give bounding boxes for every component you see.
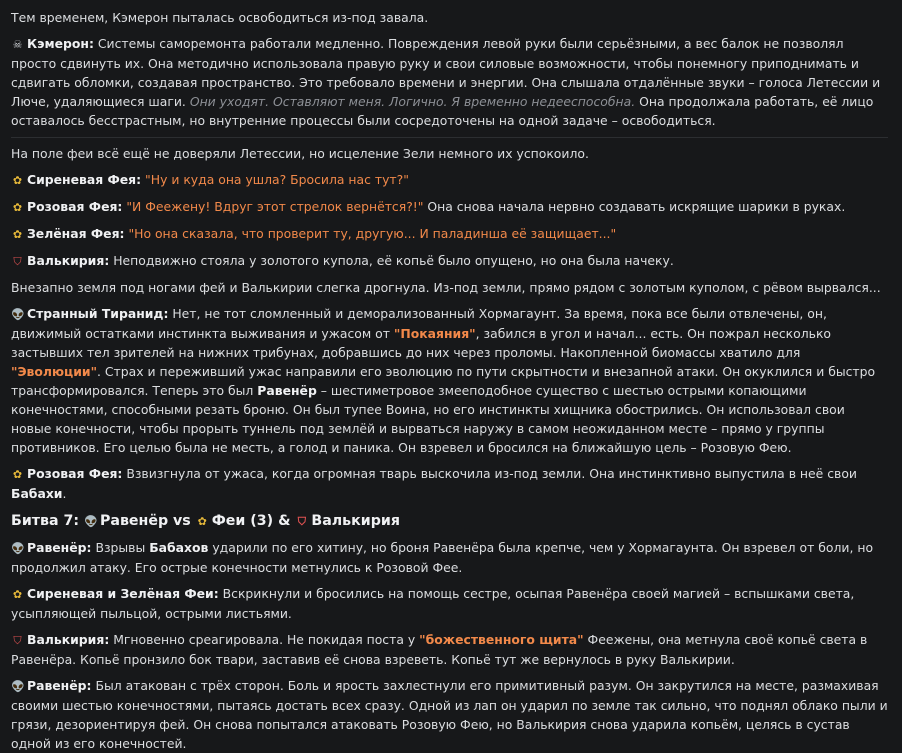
shield-icon: ⛉: [297, 515, 307, 528]
tyranid-text-1: Нет, не тот сломленный и деморализованный Хормагаунт. За время, пока все были отвлечены, он, движимый остатками инстинкта выживания и ужасом от: [11, 306, 827, 341]
cameron-text: Системы саморемонта работали медленно. Повреждения левой руки были серьёзными, а вес балок не позволял просто сдвинуть их. Она методично использовала правую руку и свои силовые возможности, чтобы понемногу приподнимать и сдвигать обломки, создавая пространство. Это требовало времени и энергии. Она слышала отдалённые звуки – голоса Летессии и Люче, удаляющиеся шаги.: [11, 36, 881, 109]
divine-shield-quote: "божественного щита": [419, 632, 584, 647]
valkyrie-text: Неподвижно стояла у золотого купола, её копьё было опущено, но она была начеку.: [113, 253, 674, 268]
ravener-text-1b: ударили по его хитину, но броня Равенёра была крепче, чем у Хормагаунта. Он взревел от боли, но продолжил атаку. Его острые конечности метнулись к Розовой Фее.: [11, 540, 874, 575]
tyranid-text-3: . Страх и переживший ужас направили его эволюцию по пути скрытности и внезапной атаки. Он окуклился и быстро трансформировался. Теперь это был: [11, 364, 876, 398]
pink-fairy-line-2: [11, 464, 888, 503]
battle-side-c: Валькирия: [311, 513, 400, 529]
battle-side-a: Равенёр vs: [99, 513, 191, 529]
alien-icon: 👽: [11, 542, 25, 555]
cameron-paragraph: [11, 34, 888, 130]
ravener-text-2: Был атакован с трёх сторон. Боль и ярость захлестнули его примитивный разум. Он закрутился на месте, размахивая своими шестью конечностями, пытаясь достать всех сразу. Одной из лап он ударил по земле так сильно, что поднял облако пыли и грязи, дезориентируя фей. Он снова попытался атаковать Розовую Фею, но Валькирия снова ударила копьём, целясь в сустав одной из его конечностей.: [11, 678, 888, 751]
pink-fairy-quote: "И Феежену! Вдруг этот стрелок вернётся?!": [126, 199, 424, 214]
battle-side-b: Феи (3) &: [211, 513, 291, 529]
fairy-icon: ✿: [12, 174, 23, 187]
babahi-bold: Бабахи: [11, 486, 63, 501]
robot-skull-icon: ☠: [12, 38, 23, 51]
ravener-line-1: [11, 538, 888, 577]
alien-icon: 👽: [11, 308, 25, 321]
lilac-green-line: [11, 584, 888, 623]
speaker-lilac-fairy: Сиреневая Фея:: [27, 172, 142, 187]
pink-fairy-text: Она снова начала нервно создавать искрящие шарики в руках.: [427, 199, 846, 214]
fairy-icon: ✿: [12, 588, 23, 601]
tyranid-paragraph: [11, 304, 888, 457]
cameron-text-2: Она продолжала работать, её лицо оставалось бесстрастным, но внутренние процессы были сосредоточены на одной задаче – освободиться.: [11, 94, 874, 128]
babahov-bold: Бабахов: [149, 540, 209, 555]
fairy-icon: ✿: [197, 515, 207, 528]
evolution-quote: "Эволюции": [11, 364, 98, 379]
speaker-ravener: Равенёр:: [27, 540, 92, 555]
speaker-valkyrie: Валькирия:: [27, 253, 110, 268]
ground-paragraph: Внезапно земля под ногами фей и Валькирии слегка дрогнула. Из-под земли, прямо рядом с золотым куполом, с рёвом вырвался...: [11, 280, 881, 295]
green-fairy-line: [11, 224, 888, 244]
fairy-icon: ✿: [12, 201, 23, 214]
field-paragraph: На поле феи всё ещё не доверяли Летессии, но исцеление Зели немного их успокоило.: [11, 146, 589, 161]
battle-prefix: Битва 7:: [11, 513, 80, 529]
speaker-ravener: Равенёр:: [27, 678, 92, 693]
fairy-icon: ✿: [12, 228, 23, 241]
lilac-fairy-quote: "Ну и куда она ушла? Бросила нас тут?": [145, 172, 409, 187]
valkyrie-line: [11, 251, 888, 271]
ravener-name: Равенёр: [257, 383, 317, 398]
tyranid-text-2: , забился в угол и начал... есть. Он пожрал несколько застывших тел зрителей на нижних трибунах, добравшись до них через проломы. Накопленной биомассы хватило для: [11, 326, 832, 360]
lilac-green-text: Вскрикнули и бросились на помощь сестре, осыпая Равенёра своей магией – вспышками света, усыпляющей пыльцой, острыми листьями.: [11, 586, 855, 621]
shield-icon: ⛉: [13, 255, 22, 268]
divider: [11, 137, 888, 138]
speaker-lilac-green: Сиреневая и Зелёная Феи:: [27, 586, 219, 601]
speaker-pink-fairy: Розовая Фея:: [27, 466, 123, 481]
speaker-tyranid: Странный Тиранид:: [27, 306, 169, 321]
repentance-quote: "Покаяния": [393, 326, 476, 341]
green-fairy-quote: "Но она сказала, что проверит ту, другую... И паладинша её защищает...": [128, 226, 617, 241]
alien-icon: 👽: [11, 680, 25, 693]
valkyrie-line-2: [11, 630, 888, 669]
pink-fairy-line: [11, 197, 888, 217]
speaker-cameron: Кэмерон:: [27, 36, 94, 51]
cameron-thought: Они уходят. Оставляют меня. Логично. Я временно недееспособна.: [189, 94, 636, 109]
shield-icon: ⛉: [13, 634, 22, 647]
valkyrie-text-2a: Мгновенно среагировала. Не покидая поста у: [113, 632, 416, 647]
speaker-pink-fairy: Розовая Фея:: [27, 199, 123, 214]
tyranid-text-4: – шестиметровое змееподобное существо с шестью острыми копающими конечностями, способными резать броню. Он был тупее Воина, но его инстинкты хищника обострились. Он использовал свои новые конечности, чтобы прорыть туннель под землёй и вырваться наружу в самом неожиданном месте – прямо у группы противников. Его целью была не месть, а голод и паника. Он взревел и бросился на ближайшую цель – Розовую Фею.: [11, 383, 845, 455]
intro-paragraph: Тем временем, Кэмерон пыталась освободиться из-под завала.: [11, 10, 429, 25]
fairy-icon: ✿: [12, 468, 23, 481]
valkyrie-text-2b: Феежены, она метнула своё копьё света в Равенёра. Копьё пронзило бок твари, заставив её снова взреветь. Копьё тут же вернулось в руку Валькирии.: [11, 632, 868, 667]
lilac-fairy-line: [11, 170, 888, 190]
pink-fairy-text-2: Взвизгнула от ужаса, когда огромная тварь выскочила из-под земли. Она инстинктивно выпустила в неё свои: [126, 466, 857, 481]
period: .: [62, 486, 67, 501]
alien-icon: 👽: [83, 515, 98, 528]
battle-heading: [11, 510, 888, 533]
ravener-line-2: [11, 676, 888, 753]
ravener-text-1a: Взрывы: [95, 540, 146, 555]
speaker-valkyrie: Валькирия:: [27, 632, 110, 647]
speaker-green-fairy: Зелёная Фея:: [27, 226, 125, 241]
